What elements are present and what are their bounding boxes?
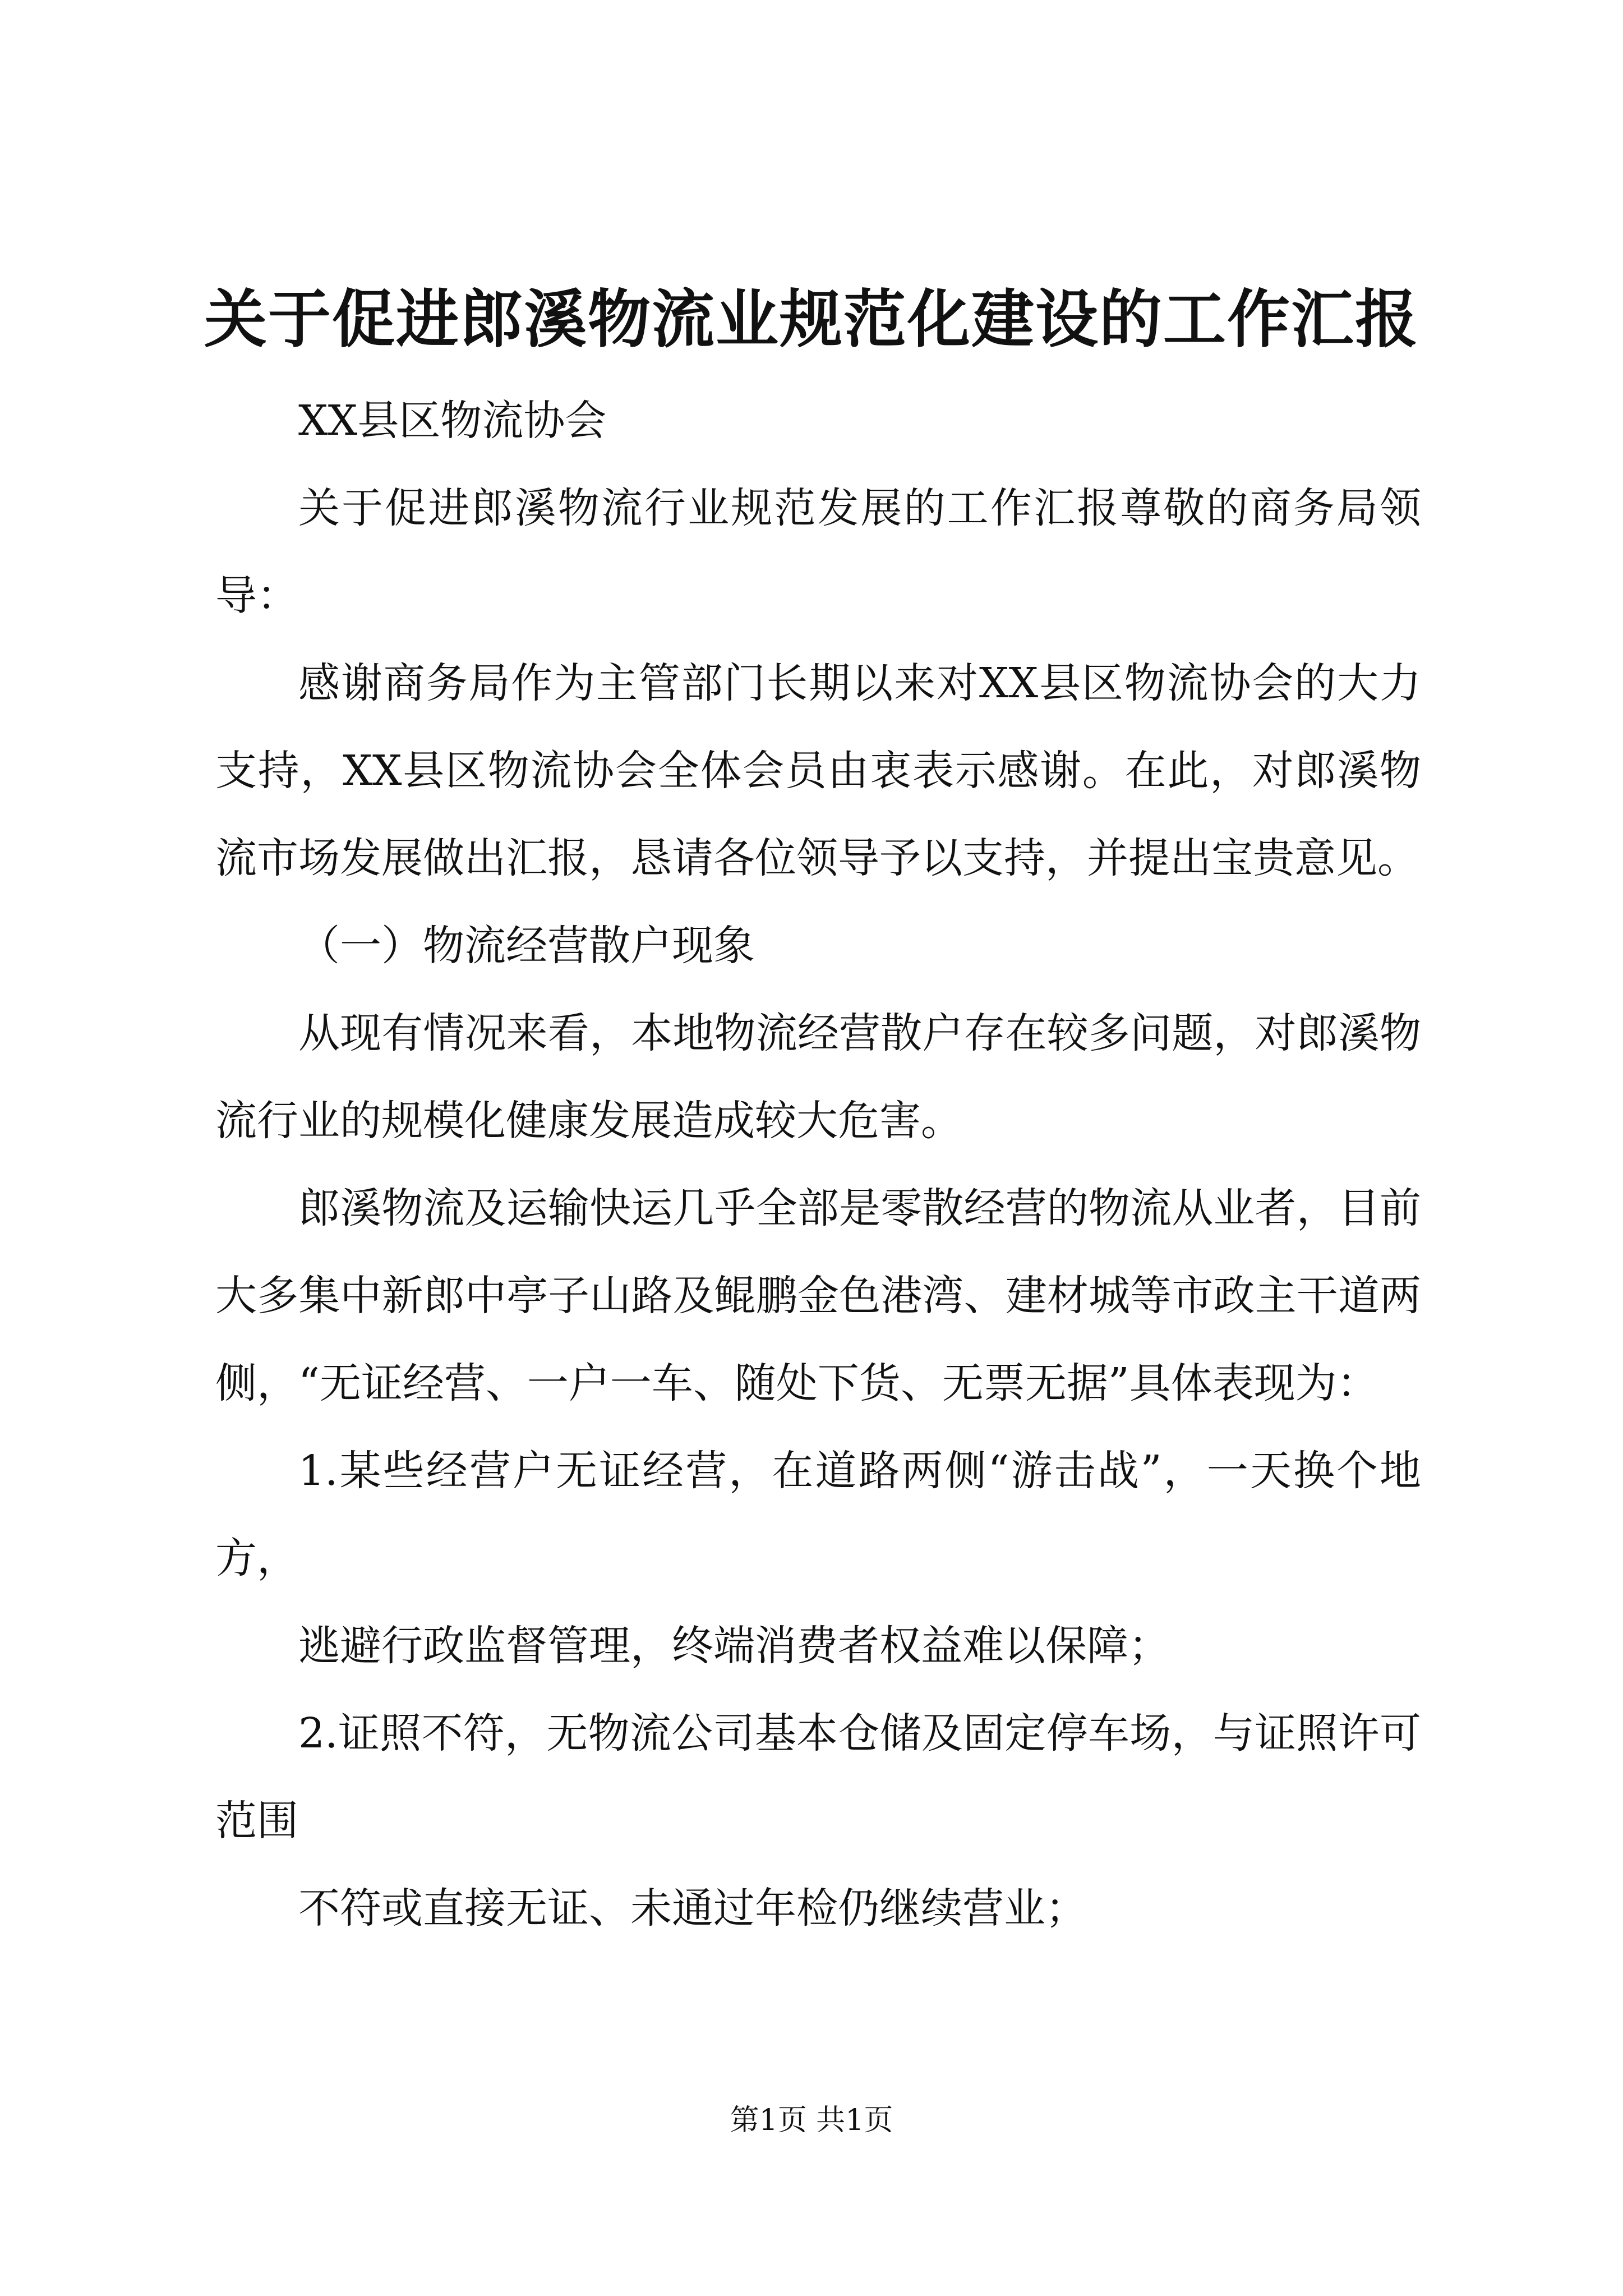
paragraph-details: 郎溪物流及运输快运几乎全部是零散经营的物流从业者，目前大多集中新郎中亭子山路及鲲鹏金色港湾、建材城等市政主干道两侧，“无证经营、一户一车、随处下货、无票无据”具体表现为：	[215, 1184, 1421, 1407]
section-heading-1: （一）物流经营散户现象	[298, 922, 755, 970]
list-item-1-continued: 逃避行政监督管理，终端消费者权益难以保障；	[298, 1622, 1170, 1670]
paragraph-author: XX县区物流协会	[298, 397, 607, 445]
list-item-2-continued: 不符或直接无证、未通过年检仍继续营业；	[298, 1884, 1087, 1932]
page-footer: 第1页 共1页	[730, 2104, 893, 2137]
paragraph-thanks: 感谢商务局作为主管部门长期以来对XX县区物流协会的大力支持，XX县区物流协会全体会员由衷表示感谢。在此，对郎溪物流市场发展做出汇报，恳请各位领导予以支持，并提出宝贵意见。	[215, 659, 1421, 882]
paragraph-salutation: 关于促进郎溪物流行业规范发展的工作汇报尊敬的商务局领导：	[215, 484, 1421, 620]
document-title: 关于促进郎溪物流业规范化建设的工作汇报	[204, 283, 1419, 356]
document-body	[215, 377, 1421, 1952]
list-item-1: 1.某些经营户无证经营，在道路两侧“游击战”，一天换个地方，	[215, 1447, 1421, 1582]
paragraph-overview: 从现有情况来看，本地物流经营散户存在较多问题，对郎溪物流行业的规模化健康发展造成较大危害。	[215, 1009, 1421, 1145]
list-item-2: 2.证照不符，无物流公司基本仓储及固定停车场，与证照许可范围	[215, 1709, 1421, 1845]
